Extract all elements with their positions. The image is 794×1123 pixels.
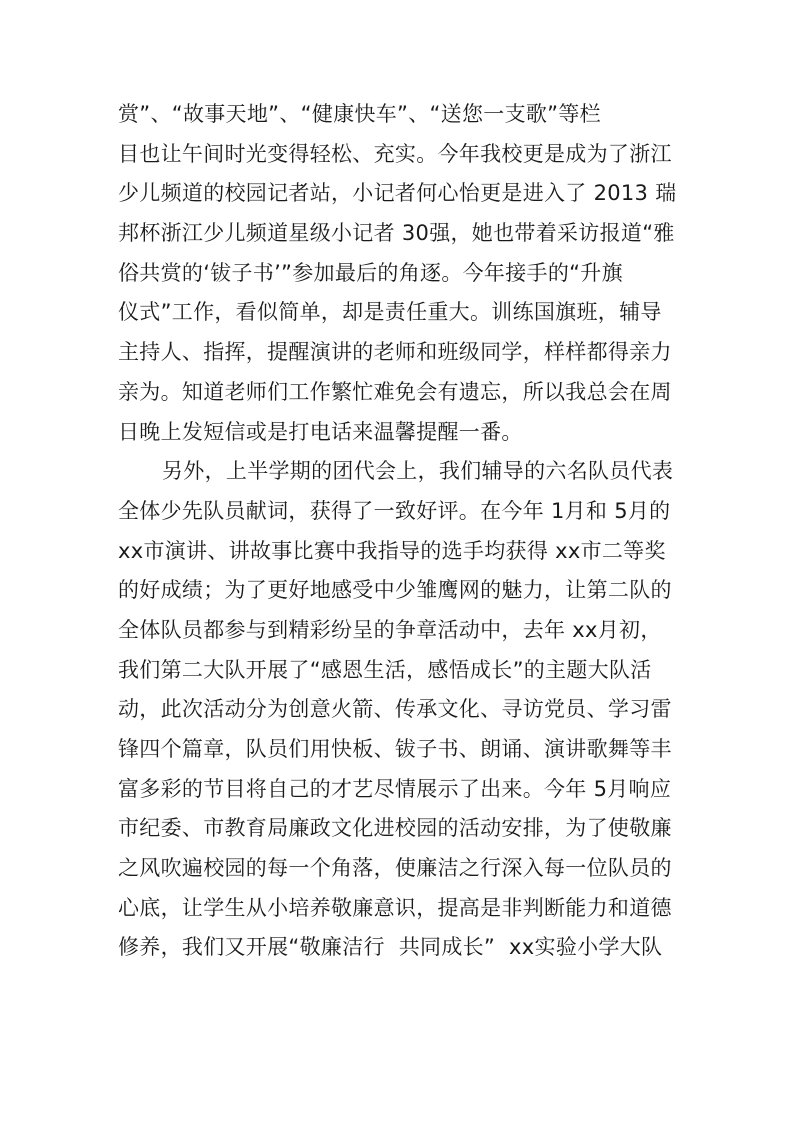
- text-line: 的好成绩；为了更好地感受中少雏鹰网的魅力，让第二队的: [118, 578, 672, 603]
- text-line: 之风吹遍校园的每一个角落，使廉洁之行深入每一位队员的: [118, 856, 672, 881]
- text-line: 动，此次活动分为创意火箭、传承文化、寻访党员、学习雷: [118, 697, 672, 722]
- text-line: 全体队员都参与到精彩纷呈的争章活动中，去年 xx月初，: [118, 617, 662, 642]
- text-line: 亲为。知道老师们工作繁忙难免会有遗忘，所以我总会在周: [118, 379, 672, 404]
- text-line: 仪式”工作，看似简单，却是责任重大。训练国旗班，辅导: [118, 300, 662, 325]
- text-line: 修养，我们又开展“敬廉洁行 共同成长” xx实验小学大队: [118, 935, 663, 960]
- body-text: [118, 95, 678, 968]
- text-line: 我们第二大队开展了“感恩生活，感悟成长”的主题大队活: [118, 657, 652, 682]
- text-line: xx市演讲、讲故事比赛中我指导的选手均获得 xx市二等奖: [118, 538, 666, 563]
- text-line: 日晚上发短信或是打电话来温馨提醒一番。: [118, 419, 523, 444]
- text-line: 主持人、指挥，提醒演讲的老师和班级同学，样样都得亲力: [118, 340, 672, 365]
- text-line: 锋四个篇章，队员们用快板、钹子书、朗诵、演讲歌舞等丰: [118, 737, 672, 761]
- text-line: 目也让午间时光变得轻松、充实。今年我校更是成为了浙江: [118, 141, 672, 166]
- paragraph-first-line: 另外，上半学期的团代会上，我们辅导的六名队员代表: [162, 459, 674, 484]
- text-line: 俗共赏的‘钹子书’”参加最后的角逐。今年接手的“升旗: [118, 260, 623, 285]
- text-line: 赏”、“故事天地”、“健康快车”、“送您一支歌”等栏: [118, 102, 601, 126]
- text-line: 富多彩的节目将自己的才艺尽情展示了出来。今年 5月响应: [118, 776, 672, 801]
- text-line: 全体少先队员献词，获得了一致好评。在今年 1月和 5月的: [118, 498, 671, 523]
- text-line: 市纪委、市教育局廉政文化进校园的活动安排，为了使敬廉: [118, 816, 672, 841]
- text-line: 心底，让学生从小培养敬廉意识，提高是非判断能力和道德: [118, 895, 672, 920]
- text-line: 少儿频道的校园记者站，小记者何心怡更是进入了 2013 瑞: [118, 181, 677, 206]
- text-line: 邦杯浙江少儿频道星级小记者 30强，她也带着采访报道“雅: [118, 221, 675, 246]
